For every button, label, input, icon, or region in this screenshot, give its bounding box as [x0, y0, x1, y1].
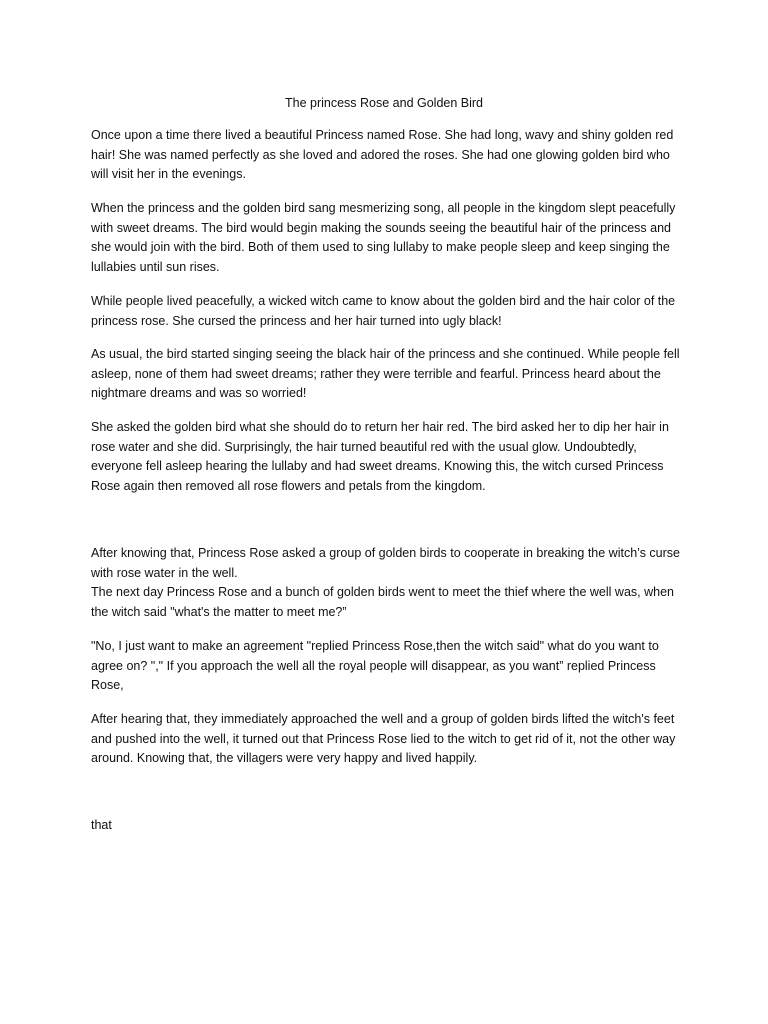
- paragraph-3: While people lived peacefully, a wicked witch came to know about the golden bird and the hair color of the princess rose. She cursed the princess and her hair turned into ugly black!: [91, 294, 676, 328]
- paragraph-9: After hearing that, they immediately approached the well and a group of golden birds lifted the witch's feet and pushed into the well, it turned out that Princess Rose lied to the witch to get rid of it, not the other way around. Knowing that, the villagers were very happy and lived happily.: [91, 712, 676, 765]
- document-title: The princess Rose and Golden Bird: [284, 96, 484, 110]
- paragraph-7: The next day Princess Rose and a bunch of golden birds went to meet the thief where the well was, when the witch said "what's the matter to meet me?”: [91, 585, 674, 619]
- paragraph-2: When the princess and the golden bird sang mesmerizing song, all people in the kingdom slept peacefully with sweet dreams. The bird would begin making the sounds seeing the beautiful hair of the princess and she would join with the bird. Both of them used to sing lullaby to make people sleep and keep singing the lullabies until sun rises.: [91, 201, 676, 274]
- paragraph-6: After knowing that, Princess Rose asked a group of golden birds to cooperate in breaking the witch’s curse with rose water in the well.: [91, 546, 680, 580]
- paragraph-8: "No, I just want to make an agreement "replied Princess Rose,then the witch said" what do you want to agree on? "," If you approach the well all the royal people will disappear, as you want” replied Princess Rose,: [91, 639, 659, 692]
- paragraph-4: As usual, the bird started singing seeing the black hair of the princess and she continued. While people fell asleep, none of them had sweet dreams; rather they were terrible and fearful. Princess heard about the nightmare dreams and was so worried!: [91, 347, 680, 400]
- paragraph-10: that: [91, 818, 112, 832]
- paragraph-1: Once upon a time there lived a beautiful Princess named Rose. She had long, wavy and shiny golden red hair! She was named perfectly as she loved and adored the roses. She had one glowing golden bird who will visit her in the evenings.: [91, 128, 674, 181]
- paragraph-5: She asked the golden bird what she should do to return her hair red. The bird asked her to dip her hair in rose water and she did. Surprisingly, the hair turned beautiful red with the usual glow. Undoubtedly, everyone fell asleep hearing the lullaby and had sweet dreams. Knowing this, the witch cursed Princess Rose again then removed all rose flowers and petals from the kingdom.: [91, 420, 669, 493]
